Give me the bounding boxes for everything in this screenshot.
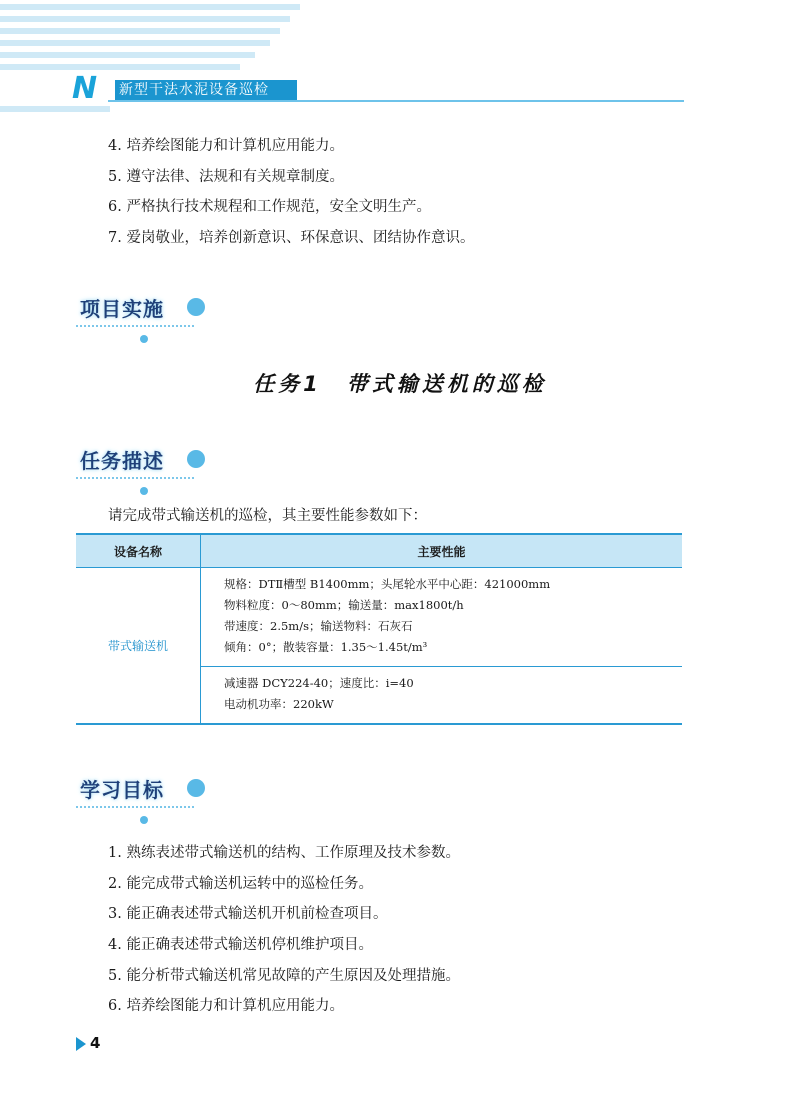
book-title: 新型干法水泥设备巡检 (115, 80, 297, 100)
dot-icon (140, 487, 148, 495)
dotted-divider (76, 806, 194, 808)
performance-line: 电动机功率：220kW (224, 697, 334, 711)
dotted-divider (76, 325, 194, 327)
section-badge-objectives (72, 770, 222, 816)
performance-line: 规格：DTⅡ槽型 B1400mm；头尾轮水平中心距：421000mm (224, 577, 551, 591)
spec-table (76, 533, 682, 725)
list-item: 7. 爱岗敬业，培养创新意识、环保意识、团结协作意识。 (108, 230, 475, 247)
page-number: 4 (90, 1034, 101, 1052)
performance-line: 物料粒度：0～80mm；输送量：max1800t/h (224, 598, 464, 612)
circle-icon (187, 298, 205, 316)
performance-line: 减速器 DCY224-40；速度比：i=40 (224, 676, 414, 690)
device-name-cell: 带式输送机 (76, 568, 201, 725)
performance-line: 带速度：2.5m/s；输送物料：石灰石 (224, 619, 413, 633)
column-header-name: 设备名称 (76, 534, 201, 568)
dotted-divider (76, 477, 194, 479)
list-item: 1. 熟练表述带式输送机的结构、工作原理及技术参数。 (108, 845, 460, 861)
list-item: 4. 培养绘图能力和计算机应用能力。 (108, 138, 344, 154)
book-logo: N (72, 71, 98, 106)
table-row (76, 568, 682, 667)
circle-icon (187, 779, 205, 797)
task-heading: 任务1 带式输送机的巡检 (253, 372, 547, 396)
performance-cell (201, 667, 683, 725)
objectives-list (108, 838, 460, 1022)
dot-icon (140, 335, 148, 343)
section-title: 任务描述 (80, 449, 164, 473)
top-list (108, 131, 474, 254)
section-badge-implementation (72, 289, 222, 335)
section-title: 学习目标 (80, 778, 164, 802)
list-item: 2. 能完成带式输送机运转中的巡检任务。 (108, 875, 373, 892)
performance-line: 倾角：0°；散装容量：1.35～1.45t/m³ (224, 640, 428, 654)
list-item: 3. 能正确表述带式输送机开机前检查项目。 (108, 906, 388, 923)
circle-icon (187, 450, 205, 468)
list-item: 5. 遵守法律、法规和有关规章制度。 (108, 168, 344, 185)
column-header-performance: 主要性能 (201, 534, 683, 568)
list-item: 6. 严格执行技术规程和工作规范，安全文明生产。 (108, 199, 431, 216)
header-rule (108, 100, 684, 102)
section-badge-description (72, 441, 222, 487)
list-item: 6. 培养绘图能力和计算机应用能力。 (108, 998, 344, 1015)
list-item: 5. 能分析带式输送机常见故障的产生原因及处理措施。 (108, 967, 460, 984)
intro-text: 请完成带式输送机的巡检，其主要性能参数如下： (108, 508, 427, 524)
section-title: 项目实施 (80, 297, 164, 321)
page-marker-icon (76, 1037, 86, 1051)
list-item: 4. 能正确表述带式输送机停机维护项目。 (108, 937, 373, 954)
performance-cell (201, 568, 683, 667)
dot-icon (140, 816, 148, 824)
